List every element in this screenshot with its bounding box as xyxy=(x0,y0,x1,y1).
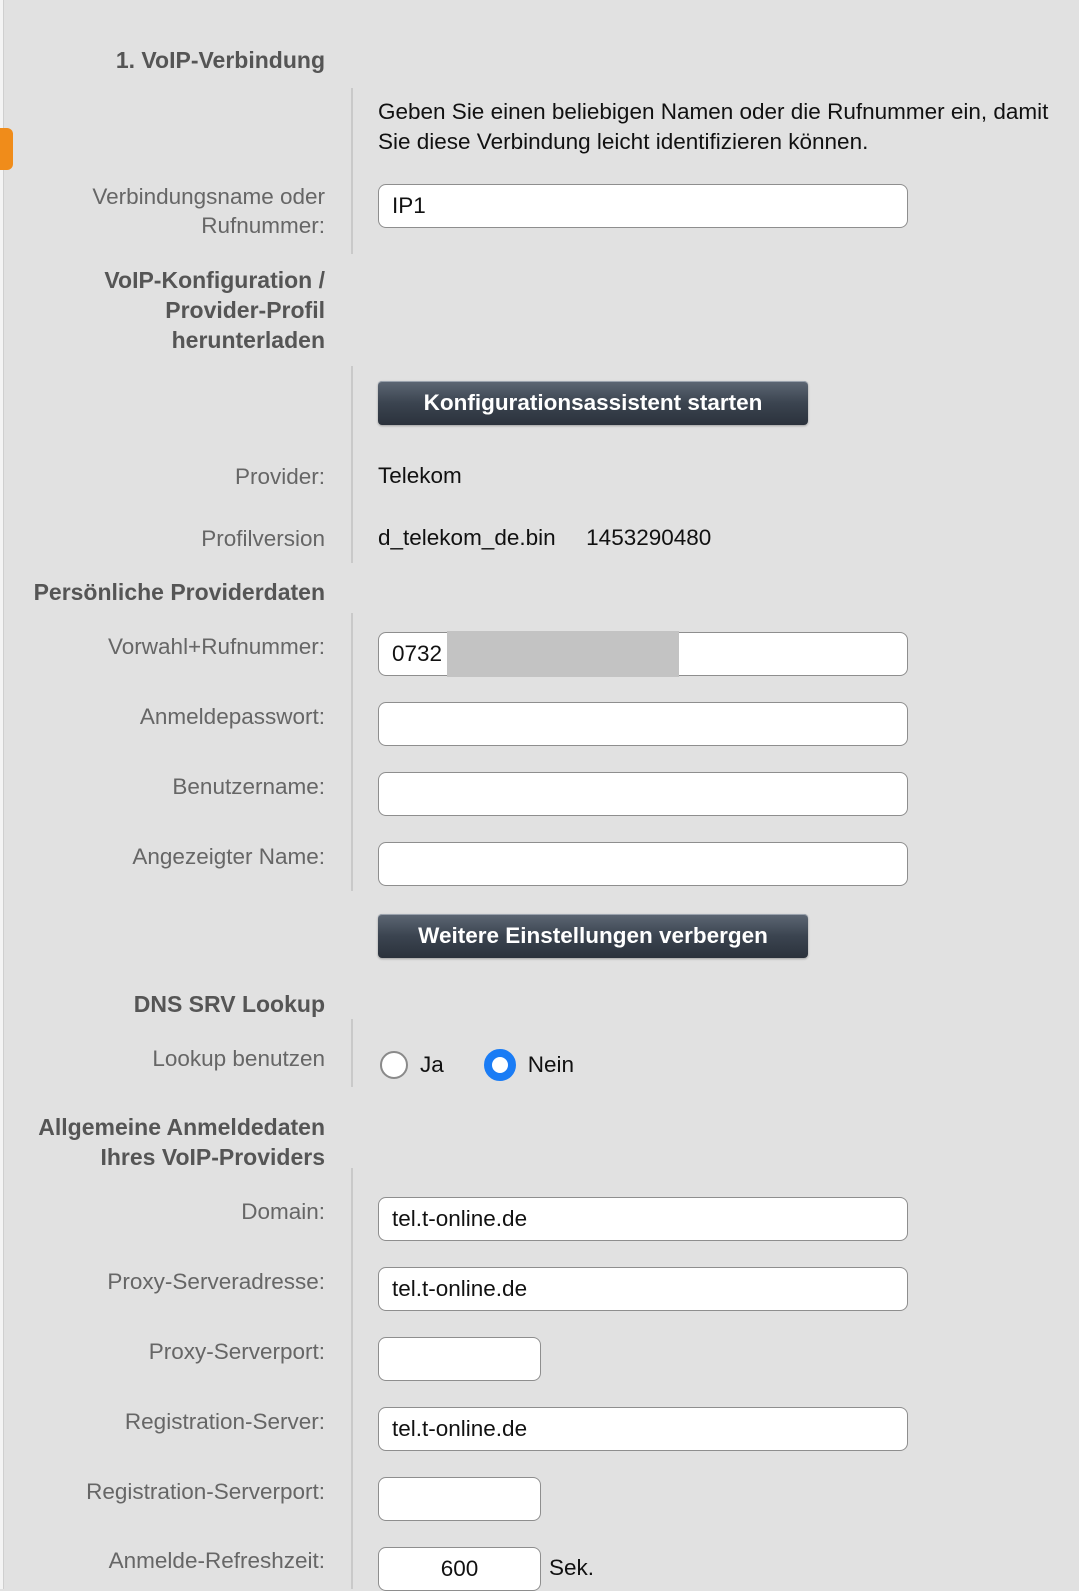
lookup-option-no[interactable] xyxy=(484,1049,574,1081)
profile-file: d_telekom_de.bin xyxy=(378,525,556,550)
registrar-port-label: Registration-Serverport: xyxy=(86,1479,325,1504)
connection-name-input[interactable] xyxy=(378,184,908,228)
refresh-time-unit: Sek. xyxy=(549,1555,595,1580)
divider-line xyxy=(351,613,353,891)
lookup-radio-group xyxy=(380,1048,574,1082)
provider-label: Provider: xyxy=(234,464,325,489)
profile-number: 1453290480 xyxy=(586,525,712,550)
section-dns-srv: DNS SRV Lookup xyxy=(133,991,325,1017)
start-config-assistant-button[interactable]: Konfigurationsassistent starten xyxy=(378,381,808,425)
username-input[interactable] xyxy=(378,772,908,816)
display-name-label: Angezeigter Name: xyxy=(132,844,325,869)
lookup-option-yes[interactable] xyxy=(380,1051,444,1079)
refresh-time-label: Anmelde-Refreshzeit: xyxy=(108,1548,325,1573)
divider-line xyxy=(351,88,353,254)
divider-line xyxy=(351,1019,353,1087)
section-config-download xyxy=(104,265,325,355)
section-general-login-line2: Ihres VoIP-Providers xyxy=(100,1144,325,1170)
radio-no-label: Nein xyxy=(527,1052,575,1077)
radio-yes-label: Ja xyxy=(420,1052,444,1077)
section-voip-connection: 1. VoIP-Verbindung xyxy=(115,47,325,73)
password-label: Anmeldepasswort: xyxy=(139,704,325,729)
display-name-input[interactable] xyxy=(378,842,908,886)
section-personal-data: Persönliche Providerdaten xyxy=(33,579,325,605)
connection-name-label-line1: Verbindungsname oder xyxy=(92,184,325,209)
registrar-label: Registration-Server: xyxy=(124,1409,325,1434)
side-tab-handle[interactable] xyxy=(0,128,13,170)
divider-line xyxy=(351,1168,353,1589)
refresh-time-input[interactable] xyxy=(378,1547,541,1591)
provider-value: Telekom xyxy=(378,463,462,488)
connection-name-label-line2: Rufnummer: xyxy=(201,213,325,238)
profile-version-label: Profilversion xyxy=(201,526,325,551)
section-general-login-line1: Allgemeine Anmeldedaten xyxy=(38,1114,325,1140)
section-general-login xyxy=(38,1112,325,1172)
connection-info-text: Geben Sie einen beliebigen Namen oder die Rufnummer ein, damit Sie diese Verbindung leicht identifizieren können. xyxy=(378,99,1049,154)
section-config-download-line2: Provider-Profil xyxy=(165,297,325,323)
section-config-download-line3: herunterladen xyxy=(171,327,325,353)
connection-name-label xyxy=(92,182,325,240)
hide-more-settings-button[interactable]: Weitere Einstellungen verbergen xyxy=(378,914,808,958)
section-config-download-line1: VoIP-Konfiguration / xyxy=(104,267,325,293)
registrar-input[interactable] xyxy=(378,1407,908,1451)
username-label: Benutzername: xyxy=(172,774,325,799)
registrar-port-input[interactable] xyxy=(378,1477,541,1521)
redacted-area xyxy=(447,631,679,677)
domain-label: Domain: xyxy=(241,1199,325,1224)
domain-input[interactable] xyxy=(378,1197,908,1241)
lookup-label: Lookup benutzen xyxy=(152,1046,325,1071)
divider-line xyxy=(351,366,353,563)
proxy-address-label: Proxy-Serveradresse: xyxy=(107,1269,325,1294)
phone-label: Vorwahl+Rufnummer: xyxy=(108,634,325,659)
proxy-port-input[interactable] xyxy=(378,1337,541,1381)
radio-no[interactable] xyxy=(484,1049,516,1081)
profile-version-value xyxy=(378,523,711,553)
radio-yes[interactable] xyxy=(380,1051,408,1079)
proxy-address-input[interactable] xyxy=(378,1267,908,1311)
left-edge-border xyxy=(0,0,4,1589)
proxy-port-label: Proxy-Serverport: xyxy=(148,1339,325,1364)
password-input[interactable] xyxy=(378,702,908,746)
